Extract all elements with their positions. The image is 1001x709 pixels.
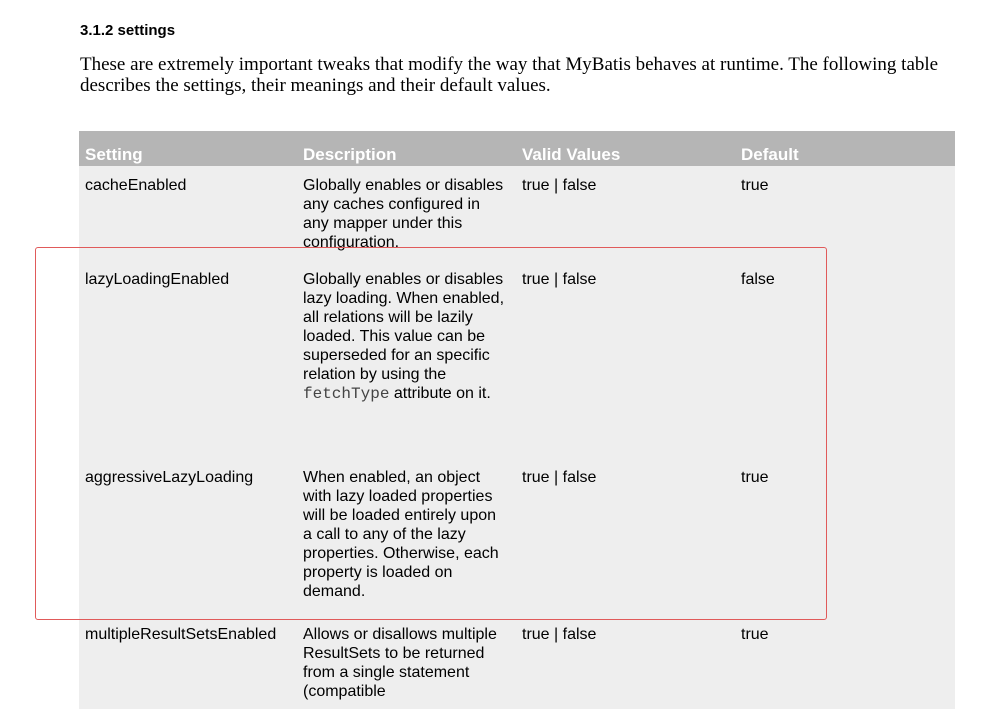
- cell-valid-values: true | false: [522, 271, 597, 288]
- header-description: Description: [303, 145, 397, 164]
- cell-setting: lazyLoadingEnabled: [85, 271, 230, 288]
- description-text: Globally enables or disables lazy loading. When enabled, all relations will be lazily loaded. This value can be superseded for an specific relation by using the: [303, 271, 505, 383]
- description-text: attribute on it.: [393, 385, 491, 402]
- code-fetchtype: fetchType: [303, 385, 390, 403]
- header-default: Default: [741, 145, 799, 164]
- cell-setting: aggressiveLazyLoading: [85, 469, 254, 486]
- header-setting: Setting: [85, 145, 143, 164]
- cell-description: Allows or disallows multiple ResultSets to be returned from a single statement (compatible: [303, 626, 497, 700]
- cell-valid-values: true | false: [522, 469, 597, 486]
- cell-default: true: [741, 177, 769, 194]
- table-header: [79, 131, 955, 166]
- header-valid-values: Valid Values: [522, 145, 621, 164]
- cell-default: true: [741, 469, 769, 486]
- cell-setting: multipleResultSetsEnabled: [85, 626, 277, 643]
- cell-default: false: [741, 271, 775, 288]
- cell-description: Globally enables or disables any caches configured in any mapper under this configuration.: [303, 177, 504, 251]
- cell-default: true: [741, 626, 769, 643]
- section-heading: 3.1.2 settings: [80, 22, 176, 39]
- cell-valid-values: true | false: [522, 177, 597, 194]
- cell-valid-values: true | false: [522, 626, 597, 643]
- highlight-box: [35, 247, 827, 620]
- cell-setting: cacheEnabled: [85, 177, 187, 194]
- cell-description: When enabled, an object with lazy loaded properties will be loaded entirely upon a call to any of the lazy properties. Otherwise, each property is loaded on demand.: [303, 469, 499, 600]
- intro-paragraph: These are extremely important tweaks that modify the way that MyBatis behaves at runtime. The following table describes the settings, their meanings and their default values.: [80, 54, 939, 96]
